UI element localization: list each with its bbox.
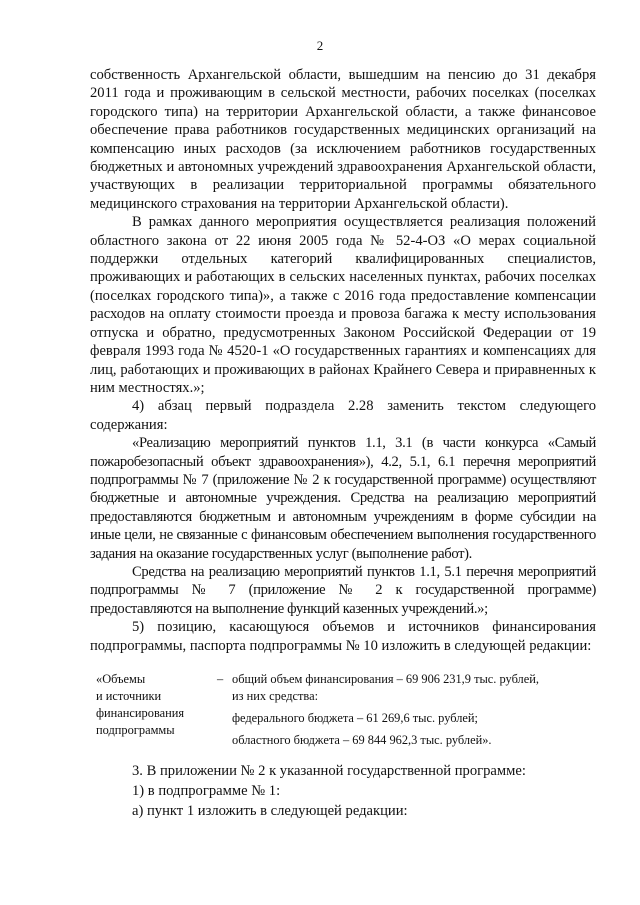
passport-label-line: финансирования <box>96 706 185 720</box>
passport-label-line: подпрограммы <box>96 723 175 737</box>
passport-label <box>96 671 206 739</box>
paragraph-item-5: 5) позицию, касающуюся объемов и источников финансирования подпрограммы, паспорта подпрограммы № 10 изложить в следующей редакции: <box>90 619 596 654</box>
appendix-changes <box>90 761 596 821</box>
passport-sources: из них средства: <box>232 689 319 703</box>
paragraph-subprogram-1: 1) в подпрограмме № 1: <box>132 783 281 799</box>
paragraph-regional-law: В рамках данного мероприятия осуществляется реализация положений областного закона от 22 июня 2005 года № 52-4-ОЗ «О мерах социальной поддержки отдельных категорий квалифицированных специалистов, проживающих и работающих в сельских населенных пунктах, рабочих поселках (поселках городского типа)», а также с 2016 года предоставление компенсации расходов на оплату стоимости проезда и провоза багажа к месту использования отпуска и обратно, предусмотренных Законом Российской Федерации от 19 февраля 1993 года № 4520-1 «О государственных гарантиях и компенсациях для лиц, работающих и проживающих в районах Крайнего Севера и приравненных к ним местностях.»; <box>90 214 596 396</box>
passport-regional: областного бюджета – 69 844 962,3 тыс. рублей». <box>232 733 492 747</box>
paragraph-funds: Средства на реализацию мероприятий пунктов 1.1, 5.1 перечня мероприятий подпрограммы № 7 (приложение № 2 к государственной программе) предоставляются на выполнение функций казенных учреждений.»; <box>90 563 596 617</box>
passport-total: общий объем финансирования – 69 906 231,9 тыс. рублей, <box>232 672 539 686</box>
paragraph-item-3: 3. В приложении № 2 к указанной государственной программе: <box>132 763 526 779</box>
passport-federal: федерального бюджета – 61 269,6 тыс. рублей; <box>232 711 479 725</box>
page-number: 2 <box>316 38 324 53</box>
passport-dash: – <box>217 672 224 686</box>
paragraph-point-1: а) пункт 1 изложить в следующей редакции: <box>132 803 408 819</box>
paragraph-item-4: 4) абзац первый подраздела 2.28 заменить текстом следующего содержания: <box>90 398 596 433</box>
passport-values <box>232 671 612 749</box>
document-body <box>90 66 596 821</box>
paragraph-quote-implementation: «Реализацию мероприятий пунктов 1.1, 3.1 (в части конкурса «Самый пожаробезопасный объект здравоохранения»), 4.2, 5.1, 6.1 перечня мероприятий подпрограммы № 7 (приложение № 2 к государственной программе) осуществляют бюджетные и автономные учреждения. Средства на реализацию мероприятий предоставляются бюджетным и автономным учреждениям в форме субсидии на иные цели, не связанные с финансовым обеспечением выполнения государственного задания на оказание государственных услуг (выполнение работ). <box>90 435 596 562</box>
passport-label-line: и источники <box>96 689 162 703</box>
passport-label-line: «Объемы <box>96 672 146 686</box>
paragraph-continuation: собственность Архангельской области, вышедшим на пенсию до 31 декабря 2011 года и проживающим в сельской местности, рабочих поселках (поселках городского типа) на территории Архангельской области, а также финансовое обеспечение права работников государственных медицинских организаций на компенсацию иных расходов (за исключением работников государственных бюджетных и автономных учреждений здравоохранения Архангельской области, участвующих в реализации территориальной программы обязательного медицинского страхования на территории Архангельской области). <box>90 67 596 212</box>
passport-funding-block <box>96 671 596 751</box>
